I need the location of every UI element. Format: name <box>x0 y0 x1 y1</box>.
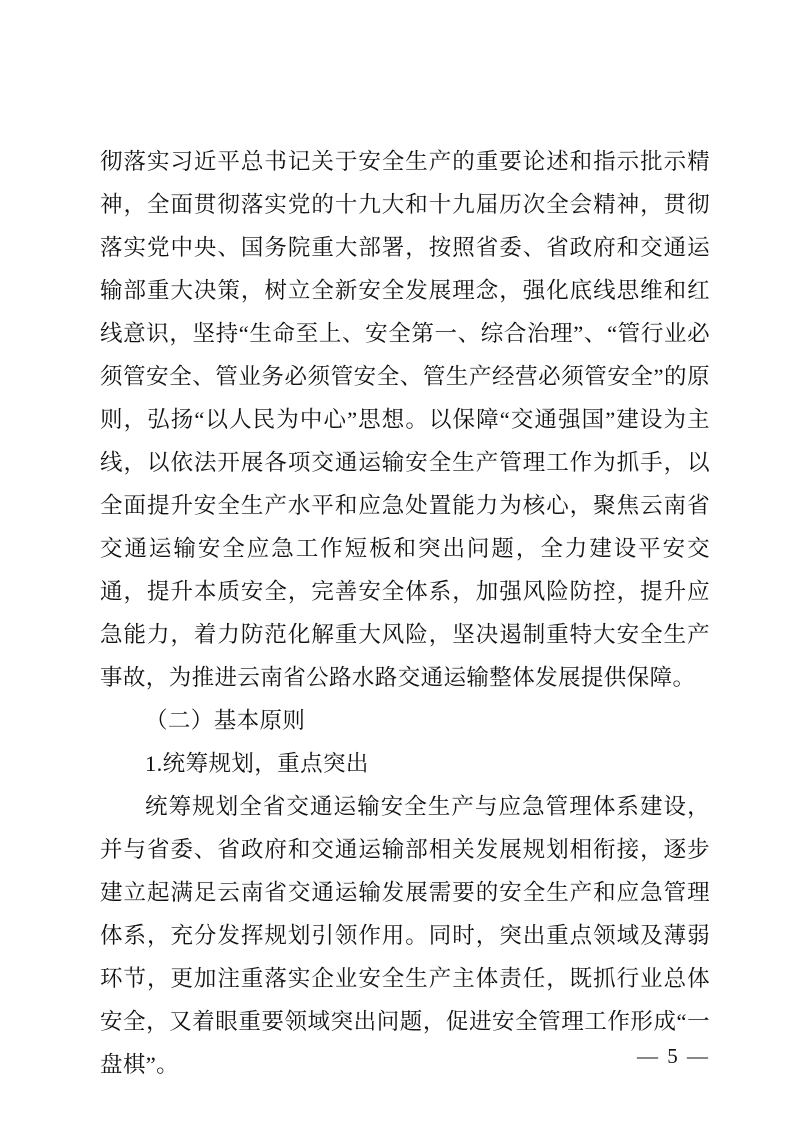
subsection-heading-overall-planning: 1.统筹规划，重点突出 <box>145 751 369 776</box>
paragraph-overall-planning-body: 统筹规划全省交通运输安全生产与应急管理体系建设，并与省委、省政府和交通运输部相关发展规划相衔接，逐步建立起满足云南省交通运输发展需要的安全生产和应急管理体系，充分发挥规划引领作用。同时，突出重点领域及薄弱环节，更加注重落实企业安全生产主体责任，既抓行业总体安全，又着眼重要领域突出问题，促进安全管理工作形成“一盘棋”。 <box>100 794 710 1077</box>
page-number: — 5 — <box>637 1044 710 1068</box>
paragraph-continuation: 彻落实习近平总书记关于安全生产的重要论述和指示批示精神，全面贯彻落实党的十九大和十九届历次全会精神，贯彻落实党中央、国务院重大部署，按照省委、省政府和交通运输部重大决策，树立全新安全发展理念，强化底线思维和红线意识，坚持“生命至上、安全第一、综合治理”、“管行业必须管安全、管业务必须管安全、管生产经营必须管安全”的原则，弘扬“以人民为中心”思想。以保障“交通强国”建设为主线，以依法开展各项交通运输安全生产管理工作为抓手，以全面提升安全生产水平和应急处置能力为核心，聚焦云南省交通运输安全应急工作短板和突出问题，全力建设平安交通，提升本质安全，完善安全体系，加强风险防控，提升应急能力，着力防范化解重大风险，坚决遏制重特大安全生产事故，为推进云南省公路水路交通运输整体发展提供保障。 <box>100 149 710 690</box>
section-heading-basic-principles: （二）基本原则 <box>145 708 306 733</box>
document-body <box>100 140 710 1086</box>
